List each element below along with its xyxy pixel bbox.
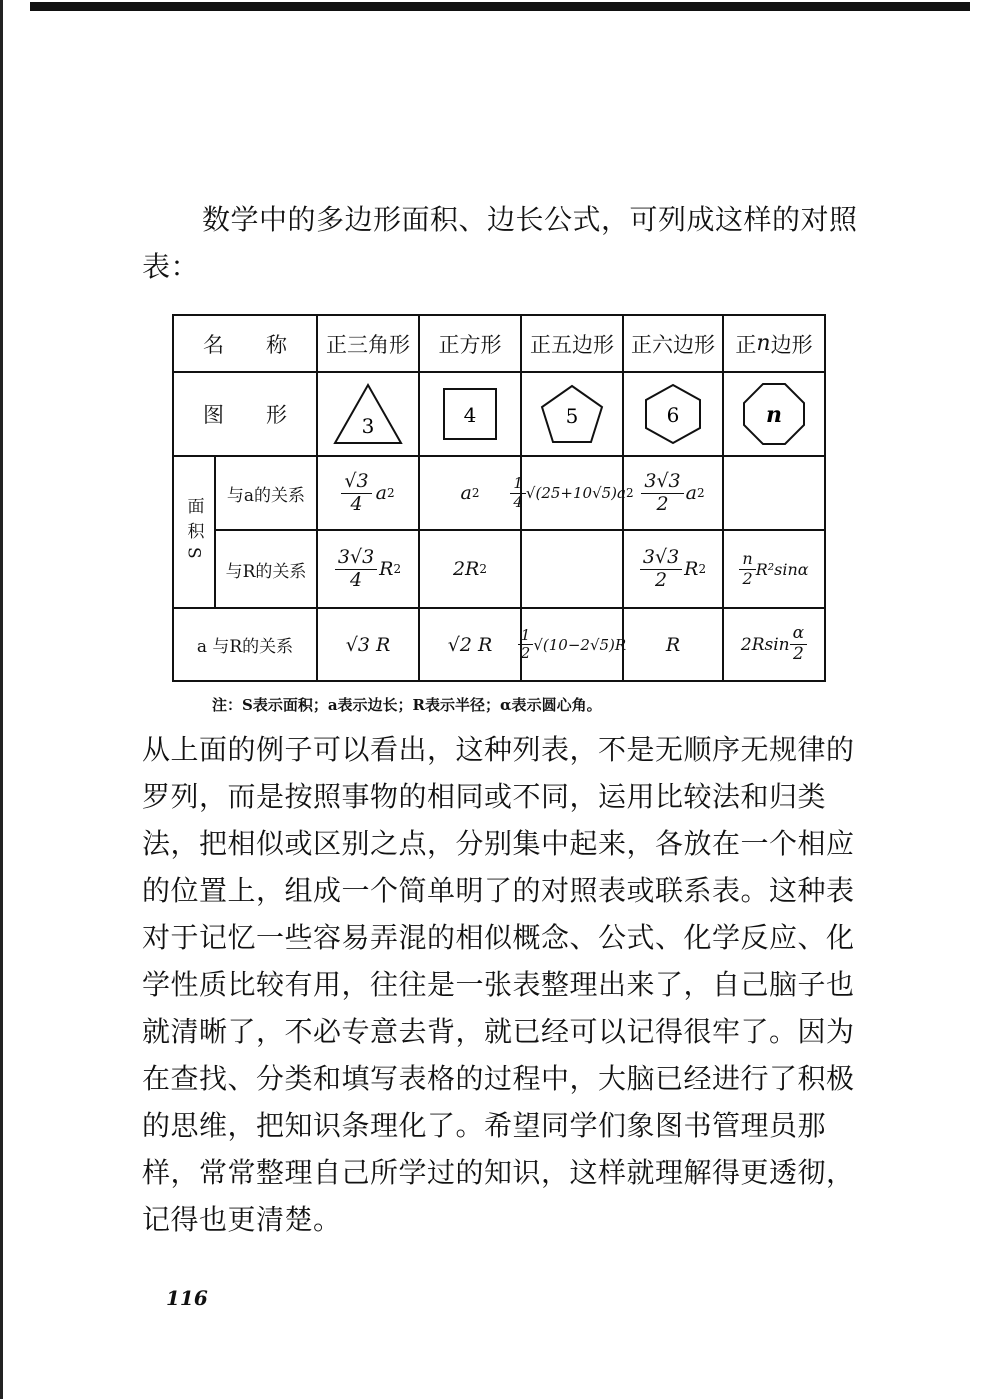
header-hexagon: 正六边形: [631, 332, 715, 357]
hexagon-figure: [624, 373, 722, 455]
area-a-hexagon: $\frac{3√3}{2}$ a 2: [624, 457, 722, 529]
side-r-triangle: √3 R: [345, 633, 391, 656]
side-r-label: a 与R的关系: [196, 637, 294, 657]
square-figure: [420, 373, 520, 455]
triangle-figure: [318, 373, 418, 455]
pentagon-label: 5: [565, 404, 579, 428]
area-a-n-gon: [724, 457, 824, 529]
n-gon-label: n: [766, 402, 782, 428]
pentagon-shape: [539, 383, 605, 445]
intro-paragraph: 数学中的多边形面积、边长公式，可列成这样的对照表：: [142, 203, 858, 283]
side-r-n-gon: 2Rsin $\frac{\alpha}{2}$: [724, 609, 824, 680]
octagon-shape: [741, 381, 807, 447]
area-a-square: a 2: [460, 482, 480, 504]
area-r-pentagon: [522, 531, 622, 607]
top-rule: [30, 2, 970, 11]
body-paragraph: 从上面的例子可以看出，这种列表，不是无顺序无规律的罗列，而是按照事物的相同或不同，运用比较法和归类法，把相似或区别之点，分别集中起来，各放在一个相应的位置上，组成一个简单明了的对照表或联系表。这种表对于记忆一些容易弄混的相似概念、公式、化学反应、化学性质比较有用，往往是一张表整理出来了，自己脑子也就清晰了，不必专意去背，就已经可以记得很牢了。因为在查找、分类和填写表格的过程中，大脑已经进行了积极的思维，把知识条理化了。希望同学们象图书管理员那样，常常整理自己所学过的知识，这样就理解得更透彻，记得也更清楚。: [142, 733, 855, 1236]
pentagon-figure: [522, 373, 622, 455]
hexagon-shape: [641, 382, 705, 446]
square-shape: [440, 385, 500, 443]
header-name: 名 称: [203, 332, 287, 357]
side-r-pentagon: $\frac{1}{2}$ √(10−2√5)R: [522, 609, 622, 680]
area-a-triangle: $\frac{√3}{4}$ a 2: [318, 457, 418, 529]
table-note: 注：S表示面积；a表示边长；R表示半径；α表示圆心角。: [212, 696, 602, 714]
page-number: 116: [166, 1286, 208, 1310]
n-gon-figure: [724, 373, 824, 455]
polygon-formula-table: [172, 314, 826, 682]
header-pentagon: 正五边形: [530, 332, 614, 357]
area-r-square: 2R 2: [452, 558, 488, 580]
side-r-square: √2 R: [447, 633, 493, 656]
figure-row-label: 图 形: [203, 403, 287, 427]
header-square: 正方形: [438, 332, 502, 357]
hexagon-label: 6: [666, 403, 680, 427]
area-r-hexagon: $\frac{3√3}{2}$ R 2: [624, 531, 722, 607]
area-r-triangle: $\frac{3√3}{4}$ R 2: [318, 531, 418, 607]
page-edge: [0, 0, 3, 1399]
triangle-shape: [331, 381, 405, 447]
side-r-hexagon: R: [665, 633, 681, 656]
triangle-label: 3: [361, 414, 375, 438]
area-r-n-gon: $\frac{n}{2}$ R²sinα: [724, 531, 824, 607]
area-a-pentagon: $\frac{1}{4}$ √(25+10√5)a 2: [522, 457, 622, 529]
area-r-label: 与R的关系: [225, 561, 307, 582]
area-label: 面积S: [183, 497, 204, 567]
square-label: 4: [463, 403, 477, 427]
header-triangle: 正三角形: [326, 332, 410, 357]
area-a-label: 与a的关系: [226, 485, 306, 506]
header-n-gon: 正 n 边形: [735, 331, 813, 357]
